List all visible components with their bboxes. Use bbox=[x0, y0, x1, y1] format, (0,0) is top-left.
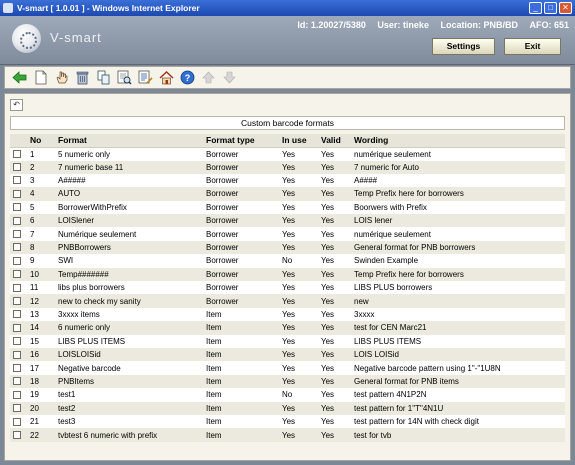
row-in-use: Yes bbox=[279, 227, 318, 240]
row-number: 3 bbox=[27, 174, 55, 187]
row-in-use: Yes bbox=[279, 281, 318, 294]
table-row[interactable] bbox=[10, 161, 565, 174]
row-in-use: Yes bbox=[279, 375, 318, 388]
table-row[interactable] bbox=[10, 254, 565, 267]
row-in-use: Yes bbox=[279, 428, 318, 441]
row-select-cell bbox=[10, 308, 27, 321]
row-checkbox[interactable] bbox=[13, 190, 21, 198]
table-row[interactable] bbox=[10, 388, 565, 401]
row-valid: Yes bbox=[318, 308, 351, 321]
row-select-cell bbox=[10, 335, 27, 348]
row-select-cell bbox=[10, 268, 27, 281]
row-select-cell bbox=[10, 321, 27, 334]
column-header-valid[interactable]: Valid bbox=[318, 134, 351, 147]
row-number: 10 bbox=[27, 268, 55, 281]
row-number: 6 bbox=[27, 214, 55, 227]
row-valid: Yes bbox=[318, 201, 351, 214]
row-format-type: Item bbox=[203, 321, 279, 334]
row-in-use: Yes bbox=[279, 308, 318, 321]
row-select-cell bbox=[10, 348, 27, 361]
row-valid: Yes bbox=[318, 227, 351, 240]
move-up-icon[interactable] bbox=[201, 70, 216, 85]
row-wording: Boorwers with Prefix bbox=[351, 201, 565, 214]
close-button[interactable]: ✕ bbox=[559, 2, 572, 14]
session-info bbox=[288, 20, 569, 30]
row-wording: General format for PNB items bbox=[351, 375, 565, 388]
row-checkbox[interactable] bbox=[13, 257, 21, 265]
table-row[interactable] bbox=[10, 214, 565, 227]
row-format-type: Borrower bbox=[203, 187, 279, 200]
row-select-cell bbox=[10, 402, 27, 415]
row-number: 19 bbox=[27, 388, 55, 401]
row-format-type: Borrower bbox=[203, 201, 279, 214]
row-format-type: Item bbox=[203, 308, 279, 321]
row-wording: Negative barcode pattern using 1"-"1U8N bbox=[351, 361, 565, 374]
row-format-type: Borrower bbox=[203, 254, 279, 267]
table-row[interactable] bbox=[10, 294, 565, 307]
row-wording: LIBS PLUS borrowers bbox=[351, 281, 565, 294]
row-checkbox[interactable] bbox=[13, 297, 21, 305]
row-checkbox[interactable] bbox=[13, 163, 21, 171]
row-format-type: Borrower bbox=[203, 227, 279, 240]
row-format: BorrowerWithPrefix bbox=[55, 201, 203, 214]
row-select-cell bbox=[10, 375, 27, 388]
row-in-use: No bbox=[279, 388, 318, 401]
row-format: 5 numeric only bbox=[55, 147, 203, 161]
row-format: LOISLOISid bbox=[55, 348, 203, 361]
column-header-wording[interactable]: Wording bbox=[351, 134, 565, 147]
row-checkbox[interactable] bbox=[13, 324, 21, 332]
table-row[interactable] bbox=[10, 415, 565, 428]
minimize-button[interactable]: _ bbox=[529, 2, 542, 14]
row-number: 21 bbox=[27, 415, 55, 428]
session-afo: AFO: 651 bbox=[529, 20, 569, 30]
back-arrow-icon[interactable] bbox=[12, 70, 27, 85]
row-select-cell bbox=[10, 241, 27, 254]
row-valid: Yes bbox=[318, 428, 351, 441]
select-hand-icon[interactable] bbox=[54, 70, 69, 85]
row-select-cell bbox=[10, 227, 27, 240]
row-valid: Yes bbox=[318, 402, 351, 415]
row-wording: Temp Prefix here for borrowers bbox=[351, 268, 565, 281]
window-titlebar bbox=[0, 0, 575, 16]
row-in-use: Yes bbox=[279, 321, 318, 334]
row-format-type: Borrower bbox=[203, 241, 279, 254]
row-checkbox[interactable] bbox=[13, 337, 21, 345]
column-header-no[interactable]: No bbox=[27, 134, 55, 147]
row-select-cell bbox=[10, 361, 27, 374]
row-valid: Yes bbox=[318, 361, 351, 374]
row-wording: 3xxxx bbox=[351, 308, 565, 321]
row-valid: Yes bbox=[318, 161, 351, 174]
row-number: 7 bbox=[27, 227, 55, 240]
maximize-button[interactable]: □ bbox=[544, 2, 557, 14]
row-checkbox[interactable] bbox=[13, 431, 21, 439]
row-format-type: Item bbox=[203, 348, 279, 361]
row-wording: test for CEN Marc21 bbox=[351, 321, 565, 334]
row-in-use: Yes bbox=[279, 294, 318, 307]
row-number: 5 bbox=[27, 201, 55, 214]
row-format-type: Borrower bbox=[203, 281, 279, 294]
row-wording: test pattern for 1"T"4N1U bbox=[351, 402, 565, 415]
row-format-type: Item bbox=[203, 415, 279, 428]
row-format: PNBBorrowers bbox=[55, 241, 203, 254]
row-valid: Yes bbox=[318, 214, 351, 227]
row-wording: test pattern for 14N with check digit bbox=[351, 415, 565, 428]
row-format: PNBItems bbox=[55, 375, 203, 388]
row-format: A##### bbox=[55, 174, 203, 187]
table-row[interactable] bbox=[10, 375, 565, 388]
row-format: Temp####### bbox=[55, 268, 203, 281]
table-header-row bbox=[10, 134, 565, 147]
row-in-use: Yes bbox=[279, 361, 318, 374]
row-format-type: Item bbox=[203, 335, 279, 348]
row-number: 11 bbox=[27, 281, 55, 294]
content-panel bbox=[4, 93, 571, 461]
row-wording: new bbox=[351, 294, 565, 307]
row-format: test3 bbox=[55, 415, 203, 428]
table-body bbox=[10, 147, 565, 442]
row-checkbox[interactable] bbox=[13, 391, 21, 399]
row-format-type: Item bbox=[203, 375, 279, 388]
row-select-cell bbox=[10, 174, 27, 187]
row-select-cell bbox=[10, 415, 27, 428]
table-row[interactable] bbox=[10, 321, 565, 334]
row-checkbox[interactable] bbox=[13, 404, 21, 412]
window-title: V-smart [ 1.0.01 ] - Windows Internet Explorer bbox=[17, 3, 200, 13]
row-select-cell bbox=[10, 161, 27, 174]
row-checkbox[interactable] bbox=[13, 243, 21, 251]
row-format: test2 bbox=[55, 402, 203, 415]
table-row[interactable] bbox=[10, 308, 565, 321]
row-in-use: Yes bbox=[279, 335, 318, 348]
row-in-use: Yes bbox=[279, 161, 318, 174]
row-valid: Yes bbox=[318, 375, 351, 388]
undo-icon[interactable]: ↶ bbox=[10, 99, 23, 111]
row-valid: Yes bbox=[318, 241, 351, 254]
row-wording: test pattern 4N1P2N bbox=[351, 388, 565, 401]
row-in-use: Yes bbox=[279, 241, 318, 254]
exit-button[interactable]: Exit bbox=[504, 38, 561, 55]
row-format-type: Borrower bbox=[203, 268, 279, 281]
row-wording: A#### bbox=[351, 174, 565, 187]
row-in-use: Yes bbox=[279, 201, 318, 214]
row-number: 17 bbox=[27, 361, 55, 374]
row-number: 2 bbox=[27, 161, 55, 174]
table-row[interactable] bbox=[10, 187, 565, 200]
row-format-type: Borrower bbox=[203, 174, 279, 187]
column-header-in-use[interactable]: In use bbox=[279, 134, 318, 147]
column-header-format[interactable]: Format bbox=[55, 134, 203, 147]
row-format-type: Item bbox=[203, 428, 279, 441]
session-id: Id: 1.20027/5380 bbox=[297, 20, 366, 30]
row-valid: Yes bbox=[318, 268, 351, 281]
row-format: LIBS PLUS ITEMS bbox=[55, 335, 203, 348]
row-in-use: Yes bbox=[279, 402, 318, 415]
row-format: 3xxxx items bbox=[55, 308, 203, 321]
column-header-format-type[interactable]: Format type bbox=[203, 134, 279, 147]
row-in-use: Yes bbox=[279, 214, 318, 227]
row-format: 6 numeric only bbox=[55, 321, 203, 334]
row-checkbox[interactable] bbox=[13, 310, 21, 318]
row-format: LOISlener bbox=[55, 214, 203, 227]
row-number: 16 bbox=[27, 348, 55, 361]
move-down-icon[interactable] bbox=[222, 70, 237, 85]
row-valid: Yes bbox=[318, 254, 351, 267]
row-in-use: Yes bbox=[279, 348, 318, 361]
row-select-cell bbox=[10, 214, 27, 227]
row-in-use: Yes bbox=[279, 174, 318, 187]
row-wording: Temp Prefix here for borrowers bbox=[351, 187, 565, 200]
table-row[interactable] bbox=[10, 335, 565, 348]
row-select-cell bbox=[10, 147, 27, 161]
row-checkbox[interactable] bbox=[13, 150, 21, 158]
row-number: 20 bbox=[27, 402, 55, 415]
row-wording: test for tvb bbox=[351, 428, 565, 441]
row-checkbox[interactable] bbox=[13, 377, 21, 385]
session-user: User: tineke bbox=[377, 20, 429, 30]
row-valid: Yes bbox=[318, 415, 351, 428]
row-format: new to check my sanity bbox=[55, 294, 203, 307]
row-select-cell bbox=[10, 281, 27, 294]
edit-list-icon[interactable] bbox=[138, 70, 153, 85]
row-in-use: Yes bbox=[279, 415, 318, 428]
row-checkbox[interactable] bbox=[13, 217, 21, 225]
help-icon[interactable] bbox=[180, 70, 195, 85]
row-in-use: Yes bbox=[279, 187, 318, 200]
row-valid: Yes bbox=[318, 388, 351, 401]
row-wording: General format for PNB borrowers bbox=[351, 241, 565, 254]
row-number: 8 bbox=[27, 241, 55, 254]
row-checkbox[interactable] bbox=[13, 270, 21, 278]
row-checkbox[interactable] bbox=[13, 351, 21, 359]
row-select-cell bbox=[10, 187, 27, 200]
app-header bbox=[0, 16, 575, 65]
row-in-use: Yes bbox=[279, 268, 318, 281]
row-number: 1 bbox=[27, 147, 55, 161]
table-row[interactable] bbox=[10, 348, 565, 361]
ie-app-icon bbox=[3, 3, 13, 13]
table-row[interactable] bbox=[10, 201, 565, 214]
copy-icon[interactable] bbox=[96, 70, 111, 85]
row-checkbox[interactable] bbox=[13, 176, 21, 184]
row-number: 18 bbox=[27, 375, 55, 388]
row-valid: Yes bbox=[318, 174, 351, 187]
table-caption: Custom barcode formats bbox=[10, 116, 565, 130]
row-valid: Yes bbox=[318, 335, 351, 348]
row-format-type: Item bbox=[203, 388, 279, 401]
table-row[interactable] bbox=[10, 227, 565, 240]
row-valid: Yes bbox=[318, 321, 351, 334]
row-format-type: Borrower bbox=[203, 161, 279, 174]
row-number: 4 bbox=[27, 187, 55, 200]
row-select-cell bbox=[10, 201, 27, 214]
row-wording: numérique seulement bbox=[351, 147, 565, 161]
toolbar bbox=[4, 66, 571, 89]
row-format-type: Borrower bbox=[203, 147, 279, 161]
row-wording: LOIS lener bbox=[351, 214, 565, 227]
table-row[interactable] bbox=[10, 428, 565, 441]
row-number: 15 bbox=[27, 335, 55, 348]
row-format-type: Borrower bbox=[203, 214, 279, 227]
row-format-type: Borrower bbox=[203, 294, 279, 307]
row-format-type: Item bbox=[203, 402, 279, 415]
row-wording: LIBS PLUS ITEMS bbox=[351, 335, 565, 348]
row-format: tvbtest 6 numeric with prefix bbox=[55, 428, 203, 441]
row-number: 9 bbox=[27, 254, 55, 267]
table-row[interactable] bbox=[10, 402, 565, 415]
home-icon[interactable] bbox=[159, 70, 174, 85]
row-checkbox[interactable] bbox=[13, 230, 21, 238]
row-select-cell bbox=[10, 294, 27, 307]
row-checkbox[interactable] bbox=[13, 364, 21, 372]
select-column-header bbox=[10, 134, 27, 147]
search-list-icon[interactable] bbox=[117, 70, 132, 85]
row-format: libs plus borrowers bbox=[55, 281, 203, 294]
row-format: SWI bbox=[55, 254, 203, 267]
barcode-formats-table bbox=[10, 134, 565, 442]
table-row[interactable] bbox=[10, 361, 565, 374]
row-select-cell bbox=[10, 428, 27, 441]
svg-text:?: ? bbox=[184, 73, 191, 83]
row-wording: LOIS LOISid bbox=[351, 348, 565, 361]
row-number: 22 bbox=[27, 428, 55, 441]
row-wording: Swinden Example bbox=[351, 254, 565, 267]
row-checkbox[interactable] bbox=[13, 418, 21, 426]
row-select-cell bbox=[10, 388, 27, 401]
row-number: 13 bbox=[27, 308, 55, 321]
row-valid: Yes bbox=[318, 281, 351, 294]
row-format: Numérique seulement bbox=[55, 227, 203, 240]
row-in-use: Yes bbox=[279, 147, 318, 161]
row-format: AUTO bbox=[55, 187, 203, 200]
row-number: 14 bbox=[27, 321, 55, 334]
table-row[interactable] bbox=[10, 174, 565, 187]
row-checkbox[interactable] bbox=[13, 203, 21, 211]
delete-trash-icon[interactable] bbox=[75, 70, 90, 85]
row-format-type: Item bbox=[203, 361, 279, 374]
row-wording: numérique seulement bbox=[351, 227, 565, 240]
table-row[interactable] bbox=[10, 268, 565, 281]
row-format: Negative barcode bbox=[55, 361, 203, 374]
row-valid: Yes bbox=[318, 294, 351, 307]
row-select-cell bbox=[10, 254, 27, 267]
table-row[interactable] bbox=[10, 281, 565, 294]
row-number: 12 bbox=[27, 294, 55, 307]
table-row[interactable] bbox=[10, 241, 565, 254]
row-wording: 7 numeric for Auto bbox=[351, 161, 565, 174]
new-document-icon[interactable] bbox=[33, 70, 48, 85]
row-format: 7 numeric base 11 bbox=[55, 161, 203, 174]
row-checkbox[interactable] bbox=[13, 284, 21, 292]
brand-name: V-smart bbox=[50, 30, 102, 45]
row-valid: Yes bbox=[318, 187, 351, 200]
row-valid: Yes bbox=[318, 147, 351, 161]
row-valid: Yes bbox=[318, 348, 351, 361]
row-format: test1 bbox=[55, 388, 203, 401]
row-in-use: No bbox=[279, 254, 318, 267]
session-location: Location: PNB/BD bbox=[440, 20, 518, 30]
vsmart-logo-icon bbox=[12, 24, 41, 53]
table-row[interactable] bbox=[10, 147, 565, 161]
settings-button[interactable]: Settings bbox=[432, 38, 495, 55]
